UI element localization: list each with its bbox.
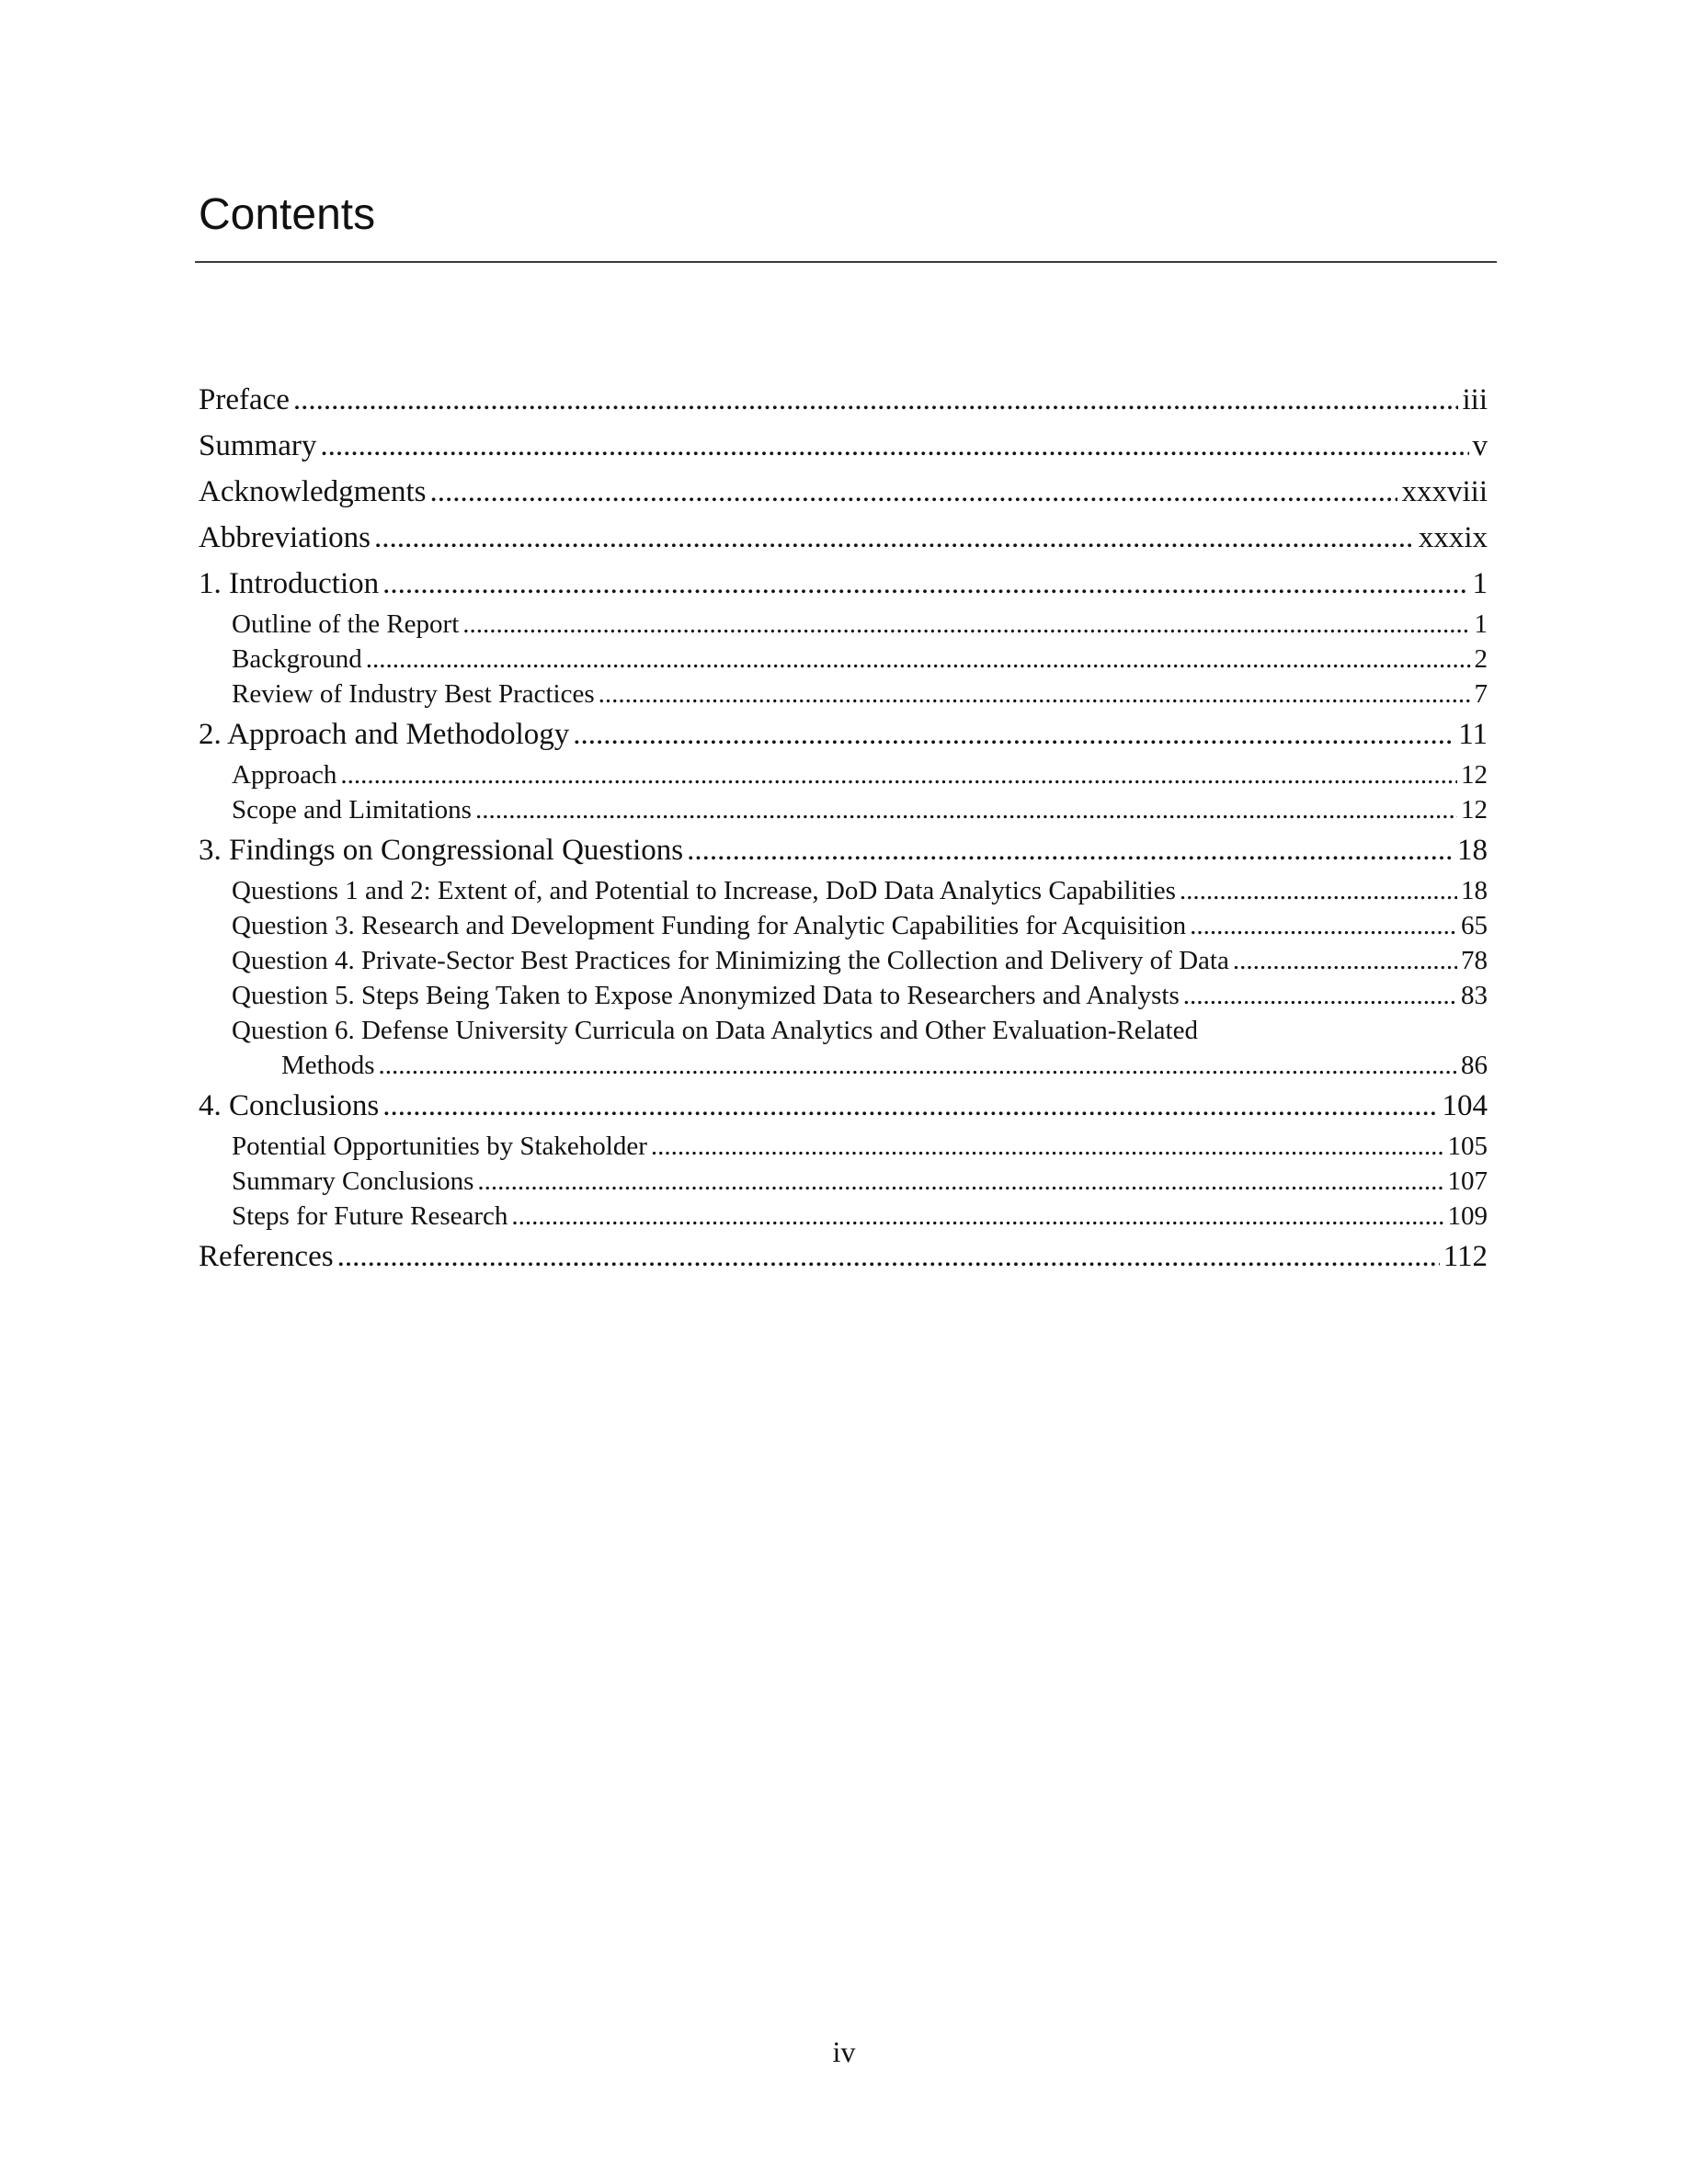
toc-label-line-1: Question 6. Defense University Curricula on Data Analytics and Other Evaluation-Related [232, 1016, 1198, 1045]
toc-subentry-questions-1-2[interactable] [199, 873, 1488, 908]
dot-leader [429, 469, 1397, 515]
toc-page-number: 18 [1457, 834, 1488, 867]
toc-subentry-question-4[interactable] [199, 943, 1488, 978]
toc-entry-introduction[interactable] [199, 561, 1488, 607]
toc-label: Review of Industry Best Practices [232, 679, 595, 709]
page-title: Contents [199, 190, 376, 239]
toc-entry-abbreviations[interactable] [199, 515, 1488, 561]
toc-label: Potential Opportunities by Stakeholder [232, 1132, 647, 1161]
toc-page-number: 86 [1461, 1051, 1488, 1080]
toc-page-number: 2 [1474, 644, 1488, 674]
dot-leader [477, 1164, 1443, 1199]
dot-leader [293, 377, 1459, 423]
toc-page-number: 65 [1461, 911, 1488, 940]
dot-leader [651, 1129, 1444, 1164]
dot-leader [462, 607, 1470, 642]
toc-label: 4. Conclusions [199, 1089, 380, 1122]
toc-label: Scope and Limitations [232, 795, 472, 825]
table-of-contents [199, 377, 1488, 1280]
toc-page-number: iii [1462, 383, 1488, 416]
toc-label: References [199, 1240, 334, 1273]
title-divider [195, 261, 1497, 263]
dot-leader [687, 827, 1454, 873]
toc-label: 1. Introduction [199, 567, 380, 600]
toc-page-number: 7 [1474, 679, 1488, 709]
toc-subentry-question-3[interactable] [199, 908, 1488, 943]
toc-page-number: xxxviii [1401, 475, 1488, 508]
toc-label: Preface [199, 383, 290, 416]
toc-label: 3. Findings on Congressional Questions [199, 834, 684, 867]
toc-page-number: 11 [1458, 718, 1488, 751]
toc-entry-preface[interactable] [199, 377, 1488, 423]
toc-subentry-outline[interactable] [199, 607, 1488, 642]
toc-page-number: 109 [1447, 1201, 1488, 1231]
toc-label: Outline of the Report [232, 609, 460, 639]
toc-entry-conclusions[interactable] [199, 1083, 1488, 1129]
dot-leader [382, 1083, 1438, 1129]
toc-entry-approach-methodology[interactable] [199, 711, 1488, 757]
toc-label: Approach [232, 760, 337, 790]
dot-leader [320, 423, 1468, 469]
toc-subentry-scope-limitations[interactable] [199, 792, 1488, 827]
dot-leader [599, 677, 1471, 711]
toc-page-number: 107 [1447, 1166, 1488, 1196]
toc-label: Questions 1 and 2: Extent of, and Potential to Increase, DoD Data Analytics Capabilities [232, 876, 1176, 905]
toc-page-number: 105 [1447, 1132, 1488, 1161]
toc-label: Acknowledgments [199, 475, 427, 508]
dot-leader [337, 1234, 1440, 1280]
toc-page-number: 12 [1461, 795, 1488, 825]
dot-leader [379, 1048, 1458, 1083]
toc-page-number: 83 [1461, 981, 1488, 1010]
toc-label: Abbreviations [199, 521, 371, 554]
toc-label: Background [232, 644, 362, 674]
toc-page-number: 12 [1461, 760, 1488, 790]
dot-leader [511, 1199, 1443, 1234]
toc-page-number: v [1472, 429, 1488, 462]
toc-label: Summary [199, 429, 317, 462]
toc-label-line-2: Methods [281, 1051, 375, 1080]
toc-subentry-approach[interactable] [199, 757, 1488, 792]
toc-page-number: 78 [1461, 946, 1488, 975]
toc-page-number: xxxix [1418, 521, 1488, 554]
toc-label: Summary Conclusions [232, 1166, 474, 1196]
toc-entry-references[interactable] [199, 1234, 1488, 1280]
dot-leader [1233, 943, 1457, 978]
toc-entry-findings[interactable] [199, 827, 1488, 873]
toc-page-number: 18 [1461, 876, 1488, 905]
toc-entry-summary[interactable] [199, 423, 1488, 469]
toc-subentry-future-research[interactable] [199, 1199, 1488, 1234]
dot-leader [340, 757, 1457, 792]
toc-page-number: 104 [1442, 1089, 1488, 1122]
toc-label: Question 5. Steps Being Taken to Expose Anonymized Data to Researchers and Analysts [232, 981, 1180, 1010]
toc-subentry-question-5[interactable] [199, 978, 1488, 1013]
toc-label: Question 4. Private-Sector Best Practices for Minimizing the Collection and Delivery of Data [232, 946, 1229, 975]
dot-leader [366, 642, 1471, 677]
dot-leader [573, 711, 1454, 757]
dot-leader [475, 792, 1457, 827]
toc-label: Question 3. Research and Development Funding for Analytic Capabilities for Acquisition [232, 911, 1187, 940]
dot-leader [1190, 908, 1457, 943]
dot-leader [382, 561, 1468, 607]
toc-page-number: 1 [1472, 567, 1488, 600]
dot-leader [374, 515, 1415, 561]
toc-subentry-industry-best-practices[interactable] [199, 677, 1488, 711]
toc-subentry-question-6[interactable] [199, 1013, 1488, 1083]
toc-page-number: 112 [1443, 1240, 1488, 1273]
toc-label-line-2-row [232, 1048, 1488, 1083]
dot-leader [1183, 978, 1457, 1013]
toc-label: 2. Approach and Methodology [199, 718, 570, 751]
page-number: iv [832, 2035, 856, 2068]
dot-leader [1180, 873, 1457, 908]
toc-subentry-summary-conclusions[interactable] [199, 1164, 1488, 1199]
toc-page-number: 1 [1474, 609, 1488, 639]
toc-entry-acknowledgments[interactable] [199, 469, 1488, 515]
toc-label: Steps for Future Research [232, 1201, 508, 1231]
toc-subentry-opportunities[interactable] [199, 1129, 1488, 1164]
toc-subentry-background[interactable] [199, 642, 1488, 677]
